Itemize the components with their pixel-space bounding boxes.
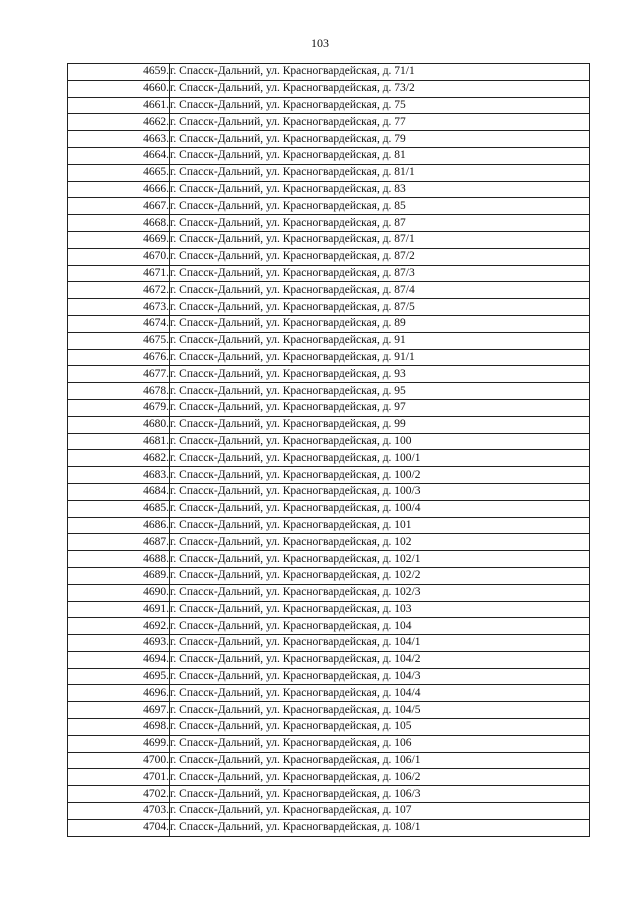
table-row [68,534,590,551]
row-address: г. Спасск-Дальний, ул. Красногвардейская, д. 102/1 [170,551,590,568]
table-row [68,198,590,215]
table-row [68,786,590,803]
row-address: г. Спасск-Дальний, ул. Красногвардейская, д. 102/3 [170,584,590,601]
table-row [68,181,590,198]
row-number: 4697. [68,702,170,719]
row-address: г. Спасск-Дальний, ул. Красногвардейская, д. 106/1 [170,752,590,769]
row-address: г. Спасск-Дальний, ул. Красногвардейская, д. 87/2 [170,248,590,265]
row-address: г. Спасск-Дальний, ул. Красногвардейская, д. 85 [170,198,590,215]
table-row [68,483,590,500]
table-row [68,114,590,131]
row-address: г. Спасск-Дальний, ул. Красногвардейская, д. 102 [170,534,590,551]
table-row [68,315,590,332]
row-address: г. Спасск-Дальний, ул. Красногвардейская, д. 108/1 [170,819,590,836]
table-row [68,366,590,383]
row-address: г. Спасск-Дальний, ул. Красногвардейская, д. 106/2 [170,769,590,786]
table-row [68,567,590,584]
row-number: 4673. [68,299,170,316]
table-row [68,601,590,618]
row-number: 4687. [68,534,170,551]
row-number: 4663. [68,131,170,148]
row-address: г. Спасск-Дальний, ул. Красногвардейская, д. 95 [170,383,590,400]
table-row [68,299,590,316]
row-number: 4675. [68,332,170,349]
row-address: г. Спасск-Дальний, ул. Красногвардейская, д. 71/1 [170,64,590,81]
table-row [68,147,590,164]
table-row [68,383,590,400]
row-address: г. Спасск-Дальний, ул. Красногвардейская, д. 100/4 [170,500,590,517]
row-number: 4702. [68,786,170,803]
row-number: 4699. [68,735,170,752]
table-row [68,433,590,450]
row-number: 4695. [68,668,170,685]
row-number: 4679. [68,399,170,416]
row-address: г. Спасск-Дальний, ул. Красногвардейская, д. 103 [170,601,590,618]
row-address: г. Спасск-Дальний, ул. Красногвардейская, д. 100/3 [170,483,590,500]
row-address: г. Спасск-Дальний, ул. Красногвардейская, д. 87/1 [170,231,590,248]
table-row [68,769,590,786]
row-address: г. Спасск-Дальний, ул. Красногвардейская, д. 100/2 [170,467,590,484]
table-row [68,735,590,752]
row-address: г. Спасск-Дальний, ул. Красногвардейская, д. 104/3 [170,668,590,685]
row-number: 4683. [68,467,170,484]
table-row [68,668,590,685]
row-number: 4700. [68,752,170,769]
row-number: 4670. [68,248,170,265]
table-row [68,64,590,81]
row-number: 4682. [68,450,170,467]
table-row [68,500,590,517]
row-number: 4680. [68,416,170,433]
row-number: 4693. [68,635,170,652]
table-row [68,215,590,232]
row-number: 4674. [68,315,170,332]
row-number: 4691. [68,601,170,618]
row-address: г. Спасск-Дальний, ул. Красногвардейская, д. 104 [170,618,590,635]
row-address: г. Спасск-Дальний, ул. Красногвардейская, д. 100/1 [170,450,590,467]
row-address: г. Спасск-Дальний, ул. Красногвардейская, д. 87/4 [170,282,590,299]
row-address: г. Спасск-Дальний, ул. Красногвардейская, д. 107 [170,803,590,820]
row-number: 4669. [68,231,170,248]
row-number: 4660. [68,80,170,97]
row-number: 4701. [68,769,170,786]
table-row [68,332,590,349]
row-number: 4676. [68,349,170,366]
row-number: 4703. [68,803,170,820]
row-number: 4671. [68,265,170,282]
row-address: г. Спасск-Дальний, ул. Красногвардейская, д. 104/2 [170,651,590,668]
table-row [68,248,590,265]
row-address: г. Спасск-Дальний, ул. Красногвардейская, д. 81/1 [170,164,590,181]
row-address: г. Спасск-Дальний, ул. Красногвардейская, д. 89 [170,315,590,332]
row-number: 4661. [68,97,170,114]
table-row [68,265,590,282]
row-address: г. Спасск-Дальний, ул. Красногвардейская, д. 106 [170,735,590,752]
row-number: 4686. [68,517,170,534]
row-address: г. Спасск-Дальний, ул. Красногвардейская, д. 87/5 [170,299,590,316]
row-address: г. Спасск-Дальний, ул. Красногвардейская, д. 83 [170,181,590,198]
table-row [68,450,590,467]
address-table-body [68,64,590,837]
row-address: г. Спасск-Дальний, ул. Красногвардейская, д. 87 [170,215,590,232]
row-address: г. Спасск-Дальний, ул. Красногвардейская, д. 104/4 [170,685,590,702]
row-number: 4678. [68,383,170,400]
table-row [68,97,590,114]
table-row [68,349,590,366]
table-row [68,635,590,652]
row-number: 4688. [68,551,170,568]
table-row [68,584,590,601]
table-row [68,685,590,702]
row-number: 4672. [68,282,170,299]
table-row [68,819,590,836]
row-address: г. Спасск-Дальний, ул. Красногвардейская, д. 99 [170,416,590,433]
row-number: 4690. [68,584,170,601]
row-address: г. Спасск-Дальний, ул. Красногвардейская, д. 102/2 [170,567,590,584]
row-address: г. Спасск-Дальний, ул. Красногвардейская, д. 91/1 [170,349,590,366]
row-address: г. Спасск-Дальний, ул. Красногвардейская, д. 106/3 [170,786,590,803]
row-address: г. Спасск-Дальний, ул. Красногвардейская, д. 104/1 [170,635,590,652]
table-row [68,752,590,769]
row-address: г. Спасск-Дальний, ул. Красногвардейская, д. 79 [170,131,590,148]
row-number: 4704. [68,819,170,836]
row-address: г. Спасск-Дальний, ул. Красногвардейская, д. 87/3 [170,265,590,282]
row-number: 4692. [68,618,170,635]
table-row [68,467,590,484]
table-row [68,80,590,97]
table-row [68,399,590,416]
row-address: г. Спасск-Дальний, ул. Красногвардейская, д. 105 [170,719,590,736]
row-address: г. Спасск-Дальний, ул. Красногвардейская, д. 75 [170,97,590,114]
row-number: 4685. [68,500,170,517]
row-address: г. Спасск-Дальний, ул. Красногвардейская, д. 73/2 [170,80,590,97]
row-address: г. Спасск-Дальний, ул. Красногвардейская, д. 101 [170,517,590,534]
row-address: г. Спасск-Дальний, ул. Красногвардейская, д. 104/5 [170,702,590,719]
table-row [68,164,590,181]
table-row [68,702,590,719]
row-address: г. Спасск-Дальний, ул. Красногвардейская, д. 91 [170,332,590,349]
row-number: 4698. [68,719,170,736]
table-row [68,282,590,299]
table-row [68,416,590,433]
row-address: г. Спасск-Дальний, ул. Красногвардейская, д. 77 [170,114,590,131]
table-row [68,551,590,568]
table-row [68,719,590,736]
page-number: 103 [311,36,329,50]
row-address: г. Спасск-Дальний, ул. Красногвардейская, д. 97 [170,399,590,416]
row-number: 4684. [68,483,170,500]
table-row [68,131,590,148]
table-row [68,618,590,635]
row-number: 4677. [68,366,170,383]
row-address: г. Спасск-Дальний, ул. Красногвардейская, д. 93 [170,366,590,383]
row-number: 4689. [68,567,170,584]
row-number: 4681. [68,433,170,450]
table-row [68,651,590,668]
row-number: 4662. [68,114,170,131]
row-address: г. Спасск-Дальний, ул. Красногвардейская, д. 81 [170,147,590,164]
address-table [67,63,590,837]
row-number: 4664. [68,147,170,164]
row-number: 4696. [68,685,170,702]
table-row [68,231,590,248]
row-number: 4668. [68,215,170,232]
row-number: 4659. [68,64,170,81]
row-number: 4666. [68,181,170,198]
row-address: г. Спасск-Дальний, ул. Красногвардейская, д. 100 [170,433,590,450]
row-number: 4694. [68,651,170,668]
row-number: 4667. [68,198,170,215]
row-number: 4665. [68,164,170,181]
table-row [68,803,590,820]
table-row [68,517,590,534]
